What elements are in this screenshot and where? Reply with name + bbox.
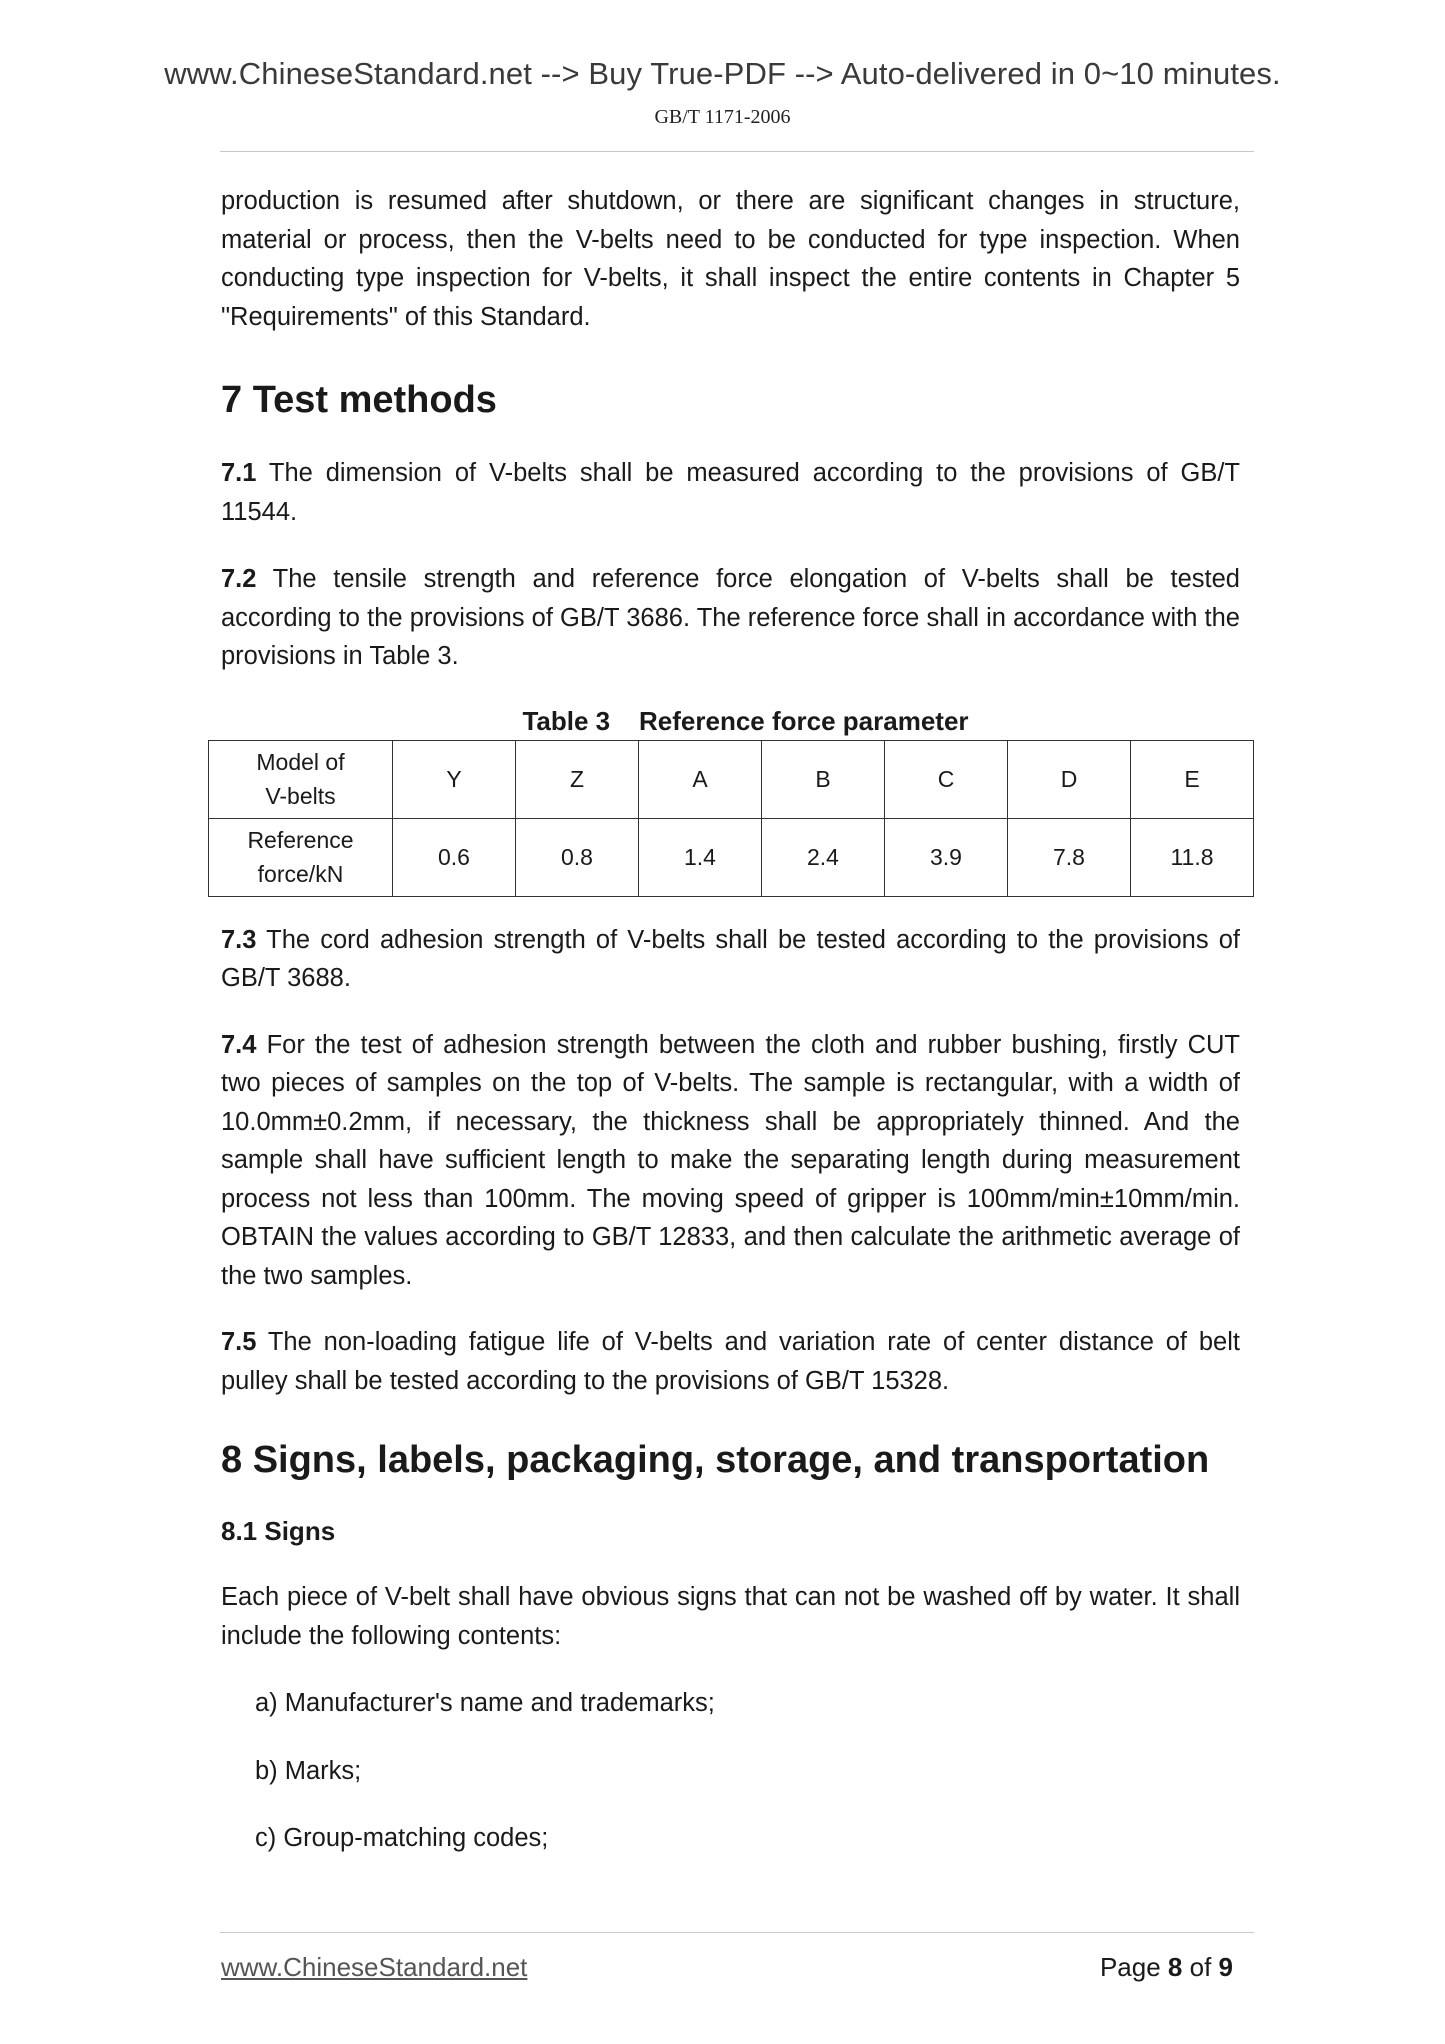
top-banner: www.ChineseStandard.net --> Buy True-PDF --> Auto-delivered in 0~10 minutes. [164, 56, 1281, 91]
clause-text: The cord adhesion strength of V-belts shall be tested according to the provisions of GB/T 3688. [221, 925, 1240, 992]
clause-7-3 [221, 921, 1240, 998]
model-cell: D [1008, 740, 1131, 818]
list-item: c) Group-matching codes; [255, 1824, 549, 1852]
row-header-line: Model of [256, 749, 345, 775]
row-header-force [209, 818, 393, 896]
reference-force-table [208, 740, 1254, 897]
model-cell: A [639, 740, 762, 818]
table-3-caption [251, 702, 1240, 740]
section-8-title: 8 Signs, labels, packaging, storage, and transportation [221, 1439, 1210, 1481]
footer-website-link[interactable]: www.ChineseStandard.net [221, 1952, 528, 1982]
page-current: 8 [1167, 1952, 1183, 1982]
footer-rule [220, 1932, 1254, 1933]
clause-7-5 [221, 1323, 1240, 1400]
table-3-label: Table 3 [522, 705, 611, 736]
page-prefix: Page [1099, 1952, 1168, 1982]
force-cell: 0.8 [516, 818, 639, 896]
model-cell: Z [516, 740, 639, 818]
row-header-line: Reference [247, 827, 354, 853]
table-row [209, 740, 1254, 818]
clause-number: 7.2 [221, 565, 257, 593]
page-of: of [1182, 1952, 1219, 1982]
clause-text: The tensile strength and reference force elongation of V-belts shall be tested according to the provisions of GB/T 3686. The reference force shall in accordance with the provisions in Table 3. [221, 565, 1240, 670]
row-header-line: V-belts [265, 783, 336, 809]
force-cell: 1.4 [639, 818, 762, 896]
force-cell: 3.9 [885, 818, 1008, 896]
clause-7-4 [221, 1026, 1240, 1296]
intro-paragraph: production is resumed after shutdown, or there are significant changes in structure, material or process, then the V-belts need to be conducted for type inspection. When conducting type inspection for V-belts, it shall inspect the entire contents in Chapter 5 "Requirements" of this Standard. [221, 187, 1240, 331]
page-total: 9 [1218, 1952, 1233, 1982]
sign-contents-list [221, 1655, 1240, 1858]
force-cell: 11.8 [1131, 818, 1254, 896]
model-cell: B [762, 740, 885, 818]
clause-number: 7.1 [221, 459, 257, 487]
section-8-1-paragraph: Each piece of V-belt shall have obvious signs that can not be washed off by water. It shall include the following contents: [221, 1583, 1240, 1650]
force-cell: 0.6 [393, 818, 516, 896]
section-7-title: 7 Test methods [221, 379, 497, 421]
page-content [221, 182, 1240, 1858]
clause-7-1 [221, 454, 1240, 531]
table-3-title: Reference force parameter [639, 705, 969, 736]
row-header-model [209, 740, 393, 818]
table-row [209, 818, 1254, 896]
clause-text: For the test of adhesion strength between the cloth and rubber bushing, firstly CUT two pieces of samples on the top of V-belts. The sample is rectangular, with a width of 10.0mm±0.2mm, if necessary, the thickness shall be appropriately thinned. And the sample shall have sufficient length to make the separating length during measurement process not less than 100mm. The moving speed of gripper is 100mm/min±10mm/min. OBTAIN the values according to GB/T 12833, and then calculate the arithmetic average of the two samples. [221, 1030, 1240, 1290]
page-number [1100, 1952, 1233, 1983]
subsection-8-1-title: 8.1 Signs [221, 1516, 336, 1546]
force-cell: 2.4 [762, 818, 885, 896]
force-cell: 7.8 [1008, 818, 1131, 896]
clause-number: 7.5 [221, 1328, 257, 1356]
model-cell: Y [393, 740, 516, 818]
list-item: a) Manufacturer's name and trademarks; [255, 1689, 715, 1717]
clause-text: The non-loading fatigue life of V-belts and variation rate of center distance of belt pulley shall be tested according to the provisions of GB/T 15328. [221, 1328, 1240, 1395]
standard-code: GB/T 1171-2006 [654, 106, 791, 128]
clause-7-2 [221, 560, 1240, 676]
clause-number: 7.4 [221, 1030, 257, 1059]
header-rule [220, 151, 1254, 152]
model-cell: E [1131, 740, 1254, 818]
clause-number: 7.3 [221, 925, 257, 954]
list-item: b) Marks; [255, 1756, 362, 1785]
model-cell: C [885, 740, 1008, 818]
clause-text: The dimension of V-belts shall be measured according to the provisions of GB/T 11544. [221, 459, 1240, 526]
row-header-line: force/kN [257, 861, 344, 887]
